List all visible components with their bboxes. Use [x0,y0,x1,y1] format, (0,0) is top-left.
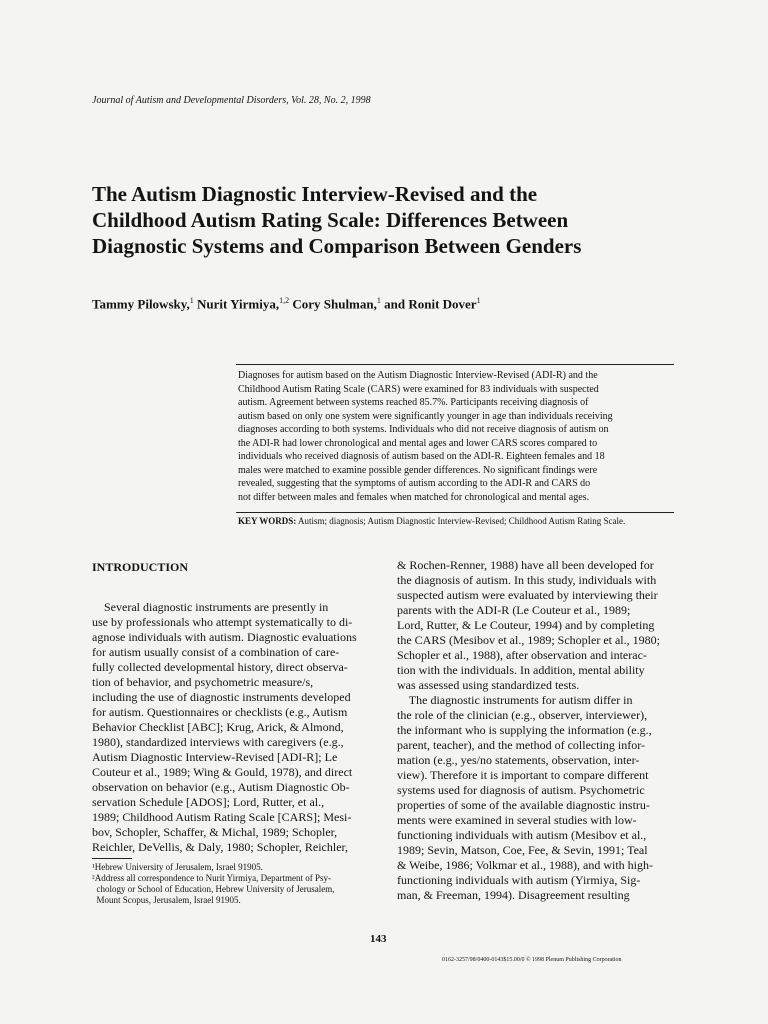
body-line: use by professionals who attempt systematically to di- [92,615,353,629]
keywords-text: Autism; diagnosis; Autism Diagnostic Interview-Revised; Childhood Autism Rating Scale. [296,516,626,526]
body-line: parents with the ADI-R (Le Couteur et al., 1989; [397,603,631,617]
title-line: The Autism Diagnostic Interview-Revised and the [92,182,538,206]
body-line: Couteur et al., 1989; Wing & Gould, 1978), and direct [92,765,353,779]
body-line: observation on behavior (e.g., Autism Diagnostic Ob- [92,780,350,794]
body-line: servation Schedule [ADOS]; Lord, Rutter, et al., [92,795,325,809]
body-line: the informant who is supplying the information (e.g., [397,723,652,737]
body-line: Behavior Checklist [ABC]; Krug, Arick, & Almond, [92,720,344,734]
journal-header: Journal of Autism and Developmental Disorders, Vol. 28, No. 2, 1998 [92,95,371,106]
left-column [92,600,376,855]
footnote-rule [92,858,132,859]
author-affiliation: 1 [376,296,381,305]
copyright-line: 0162-3257/98/0400-0143$15.00/0 © 1998 Plenum Publishing Corporation [442,957,622,963]
author-name: Nurit Yirmiya, [193,296,280,312]
body-line: 1989; Sevin, Matson, Coe, Fee, & Sevin, 1991; Teal [397,843,648,857]
body-line: for autism usually consist of a combination of care- [92,645,340,659]
body-line: 1980), standardized interviews with caregivers (e.g., [92,735,344,749]
body-line: Reichler, DeVellis, & Daly, 1980; Schopler, Reichler, [92,840,349,854]
abstract-line: autism based on only one system were significantly younger in age than individuals receiving [238,410,613,422]
body-line: & Rochen-Renner, 1988) have all been developed for [397,558,654,572]
author-name: Tammy Pilowsky, [92,296,190,312]
footnotes [92,862,334,906]
abstract-line: Diagnoses for autism based on the Autism Diagnostic Interview-Revised (ADI-R) and the [238,370,598,381]
footnote-line: ¹Hebrew University of Jerusalem, Israel 91905. [92,862,263,872]
article-title [92,181,692,259]
body-line: the CARS (Mesibov et al., 1989; Schopler et al., 1980; [397,633,660,647]
body-line: systems used for diagnosis of autism. Psychometric [397,783,645,797]
abstract-line: the ADI-R had lower chronological and mental ages and lower CARS scores compared to [238,437,598,449]
author-name: and Ronit Dover [380,296,477,312]
body-line: the diagnosis of autism. In this study, individuals with [397,573,657,587]
author-name: Cory Shulman, [289,296,377,312]
body-line: man, & Freeman, 1994). Disagreement resulting [397,888,630,902]
body-line: parent, teacher), and the method of collecting infor- [397,738,645,752]
footnote-line: Mount Scopus, Jerusalem, Israel 91905. [92,895,241,905]
abstract-line: Childhood Autism Rating Scale (CARS) were examined for 83 individuals with suspected [238,383,599,395]
body-line: agnose individuals with autism. Diagnostic evaluations [92,630,357,644]
author-affiliation: 1,2 [279,296,290,305]
abstract [238,369,674,504]
body-line: ments were examined in several studies with low- [397,813,637,827]
author-affiliation: 1 [476,296,481,305]
body-line: including the use of diagnostic instruments developed [92,690,351,704]
keywords-rule [236,512,674,513]
body-line: for autism. Questionnaires or checklists (e.g., Autism [92,705,348,719]
body-line: tion of behavior, and psychometric measure/s, [92,675,314,689]
keywords [238,516,625,526]
body-line: the role of the clinician (e.g., observer, interviewer), [397,708,648,722]
footnote-line: chology or School of Education, Hebrew University of Jerusalem, [92,884,335,894]
title-line: Diagnostic Systems and Comparison Between Genders [92,234,582,258]
title-line: Childhood Autism Rating Scale: Differences Between [92,208,569,232]
abstract-line: revealed, suggesting that the symptoms of autism according to the ADI-R and CARS do [238,478,591,489]
page-number: 143 [370,933,387,945]
section-heading: INTRODUCTION [92,560,189,574]
body-line: & Weibe, 1986; Volkmar et al., 1988), and with high- [397,858,654,872]
abstract-line: individuals who received diagnosis of autism based on the ADI-R. Eighteen females and 18 [238,451,605,462]
body-line: Several diagnostic instruments are presently in [92,600,329,614]
body-line: suspected autism were evaluated by interviewing their [397,588,658,602]
body-line: was assessed using standardized tests. [397,678,580,692]
body-line: mation (e.g., yes/no statements, observation, inter- [397,753,640,767]
body-line: fully collected developmental history, direct observa- [92,660,348,674]
keywords-label: KEY WORDS: [238,516,297,526]
author-affiliation: 1 [189,296,194,305]
body-line: tion with the individuals. In addition, mental ability [397,663,645,677]
abstract-line: males were matched to examine possible gender differences. No significant findings were [238,464,598,476]
abstract-line: not differ between males and females when matched for chronological and mental ages. [238,491,590,503]
body-line: functioning individuals with autism (Yirmiya, Sig- [397,873,641,887]
body-line: Autism Diagnostic Interview-Revised [ADI-R]; Le [92,750,338,764]
abstract-line: diagnoses according to both systems. Individuals who did not receive diagnosis of autism on [238,424,609,435]
body-line: functioning individuals with autism (Mesibov et al., [397,828,647,842]
author-list [92,296,481,312]
abstract-top-rule [236,364,674,365]
body-line: properties of some of the available diagnostic instru- [397,798,650,812]
body-line: The diagnostic instruments for autism differ in [397,693,633,707]
right-column [397,558,681,903]
abstract-line: autism. Agreement between systems reached 85.7%. Participants receiving diagnosis of [238,397,589,408]
body-line: 1989; Childhood Autism Rating Scale [CARS]; Mesi- [92,810,352,824]
body-line: view). Therefore it is important to compare different [397,768,649,782]
body-line: bov, Schopler, Schaffer, & Michal, 1989; Schopler, [92,825,338,839]
body-line: Lord, Rutter, & Le Couteur, 1994) and by completing [397,618,655,632]
body-line: Schopler et al., 1988), after observation and interac- [397,648,647,662]
footnote-line: ²Address all correspondence to Nurit Yirmiya, Department of Psy- [92,873,332,883]
